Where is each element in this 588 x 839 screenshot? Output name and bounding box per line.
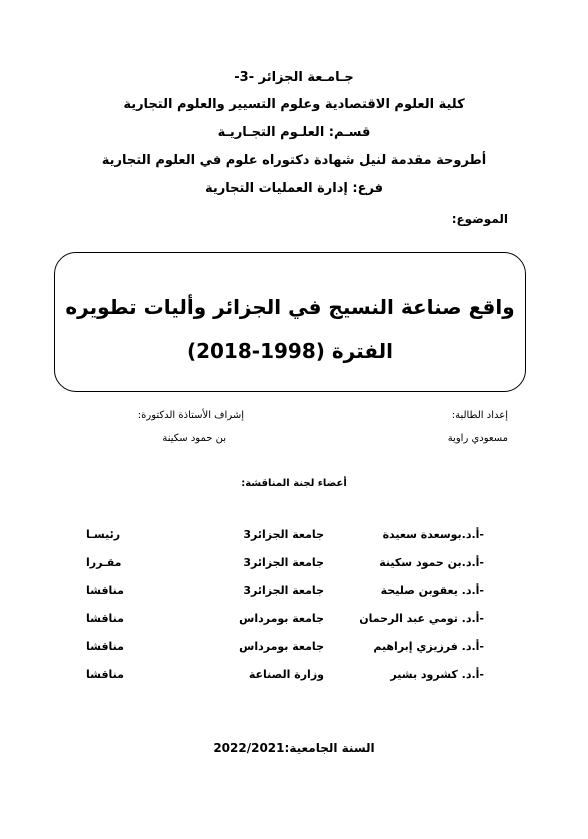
- member-institution: جامعة الجزائر3: [243, 528, 324, 541]
- member-institution: جامعة بومرداس: [239, 612, 324, 625]
- member-name: -أ.د. تومي عبد الرحمان: [359, 612, 484, 625]
- member-institution: وزارة الصناعة: [248, 668, 324, 681]
- member-institution: جامعة الجزائر3: [243, 556, 324, 569]
- committee-row: [0, 612, 588, 632]
- supervisor-name: بن حمود سكينة: [162, 433, 226, 444]
- thesis-title-line1: واقع صناعة النسيج في الجزائر وأليات تطويره: [65, 295, 515, 319]
- department-name: قسـم: العلـوم التجـاريـة: [217, 125, 371, 140]
- university-name: جـامـعة الجزائر -3-: [234, 70, 354, 85]
- branch-name: فرع: إدارة العمليات التجارية: [204, 181, 384, 196]
- member-role: مقـررا: [86, 556, 122, 569]
- member-role: رئيسـا: [86, 528, 121, 541]
- member-name: -أ.د. يعقوبن صليحة: [380, 584, 484, 597]
- thesis-title-line2: الفترة (1998-2018): [186, 339, 394, 363]
- subject-label: الموضوع:: [451, 212, 508, 226]
- member-name: -أ.د. فرزيزي إبراهيم: [373, 640, 484, 653]
- prepared-by-label: إعداد الطالبة:: [451, 410, 508, 421]
- committee-row: [0, 668, 588, 688]
- supervisor-label: إشراف الأستاذة الدكتورة:: [137, 410, 244, 421]
- academic-year: السنة الجامعية:2022/2021: [213, 741, 375, 755]
- member-institution: جامعة الجزائر3: [243, 584, 324, 597]
- member-role: مناقشا: [86, 584, 124, 597]
- committee-row: [0, 528, 588, 548]
- title-box: [54, 252, 526, 392]
- member-name: -أ.د.بن حمود سكينة: [379, 556, 484, 569]
- member-institution: جامعة بومرداس: [239, 640, 324, 653]
- committee-heading: أعضاء لجنة المناقشة:: [241, 478, 347, 489]
- member-name: -أ.د. كشرود بشير: [390, 668, 484, 681]
- member-role: مناقشا: [86, 668, 124, 681]
- faculty-name: كلية العلوم الاقتصادية وعلوم التسيير والعلوم التجارية: [123, 97, 465, 112]
- member-role: مناقشا: [86, 640, 124, 653]
- student-name: مسعودي راوية: [447, 433, 508, 444]
- committee-row: [0, 556, 588, 576]
- committee-row: [0, 640, 588, 660]
- member-role: مناقشا: [86, 612, 124, 625]
- thesis-type: أطروحة مقدمة لنيل شهادة دكتوراه علوم في العلوم التجارية: [101, 153, 487, 168]
- member-name: -أ.د.بوسعدة سعيدة: [382, 528, 484, 541]
- committee-row: [0, 584, 588, 604]
